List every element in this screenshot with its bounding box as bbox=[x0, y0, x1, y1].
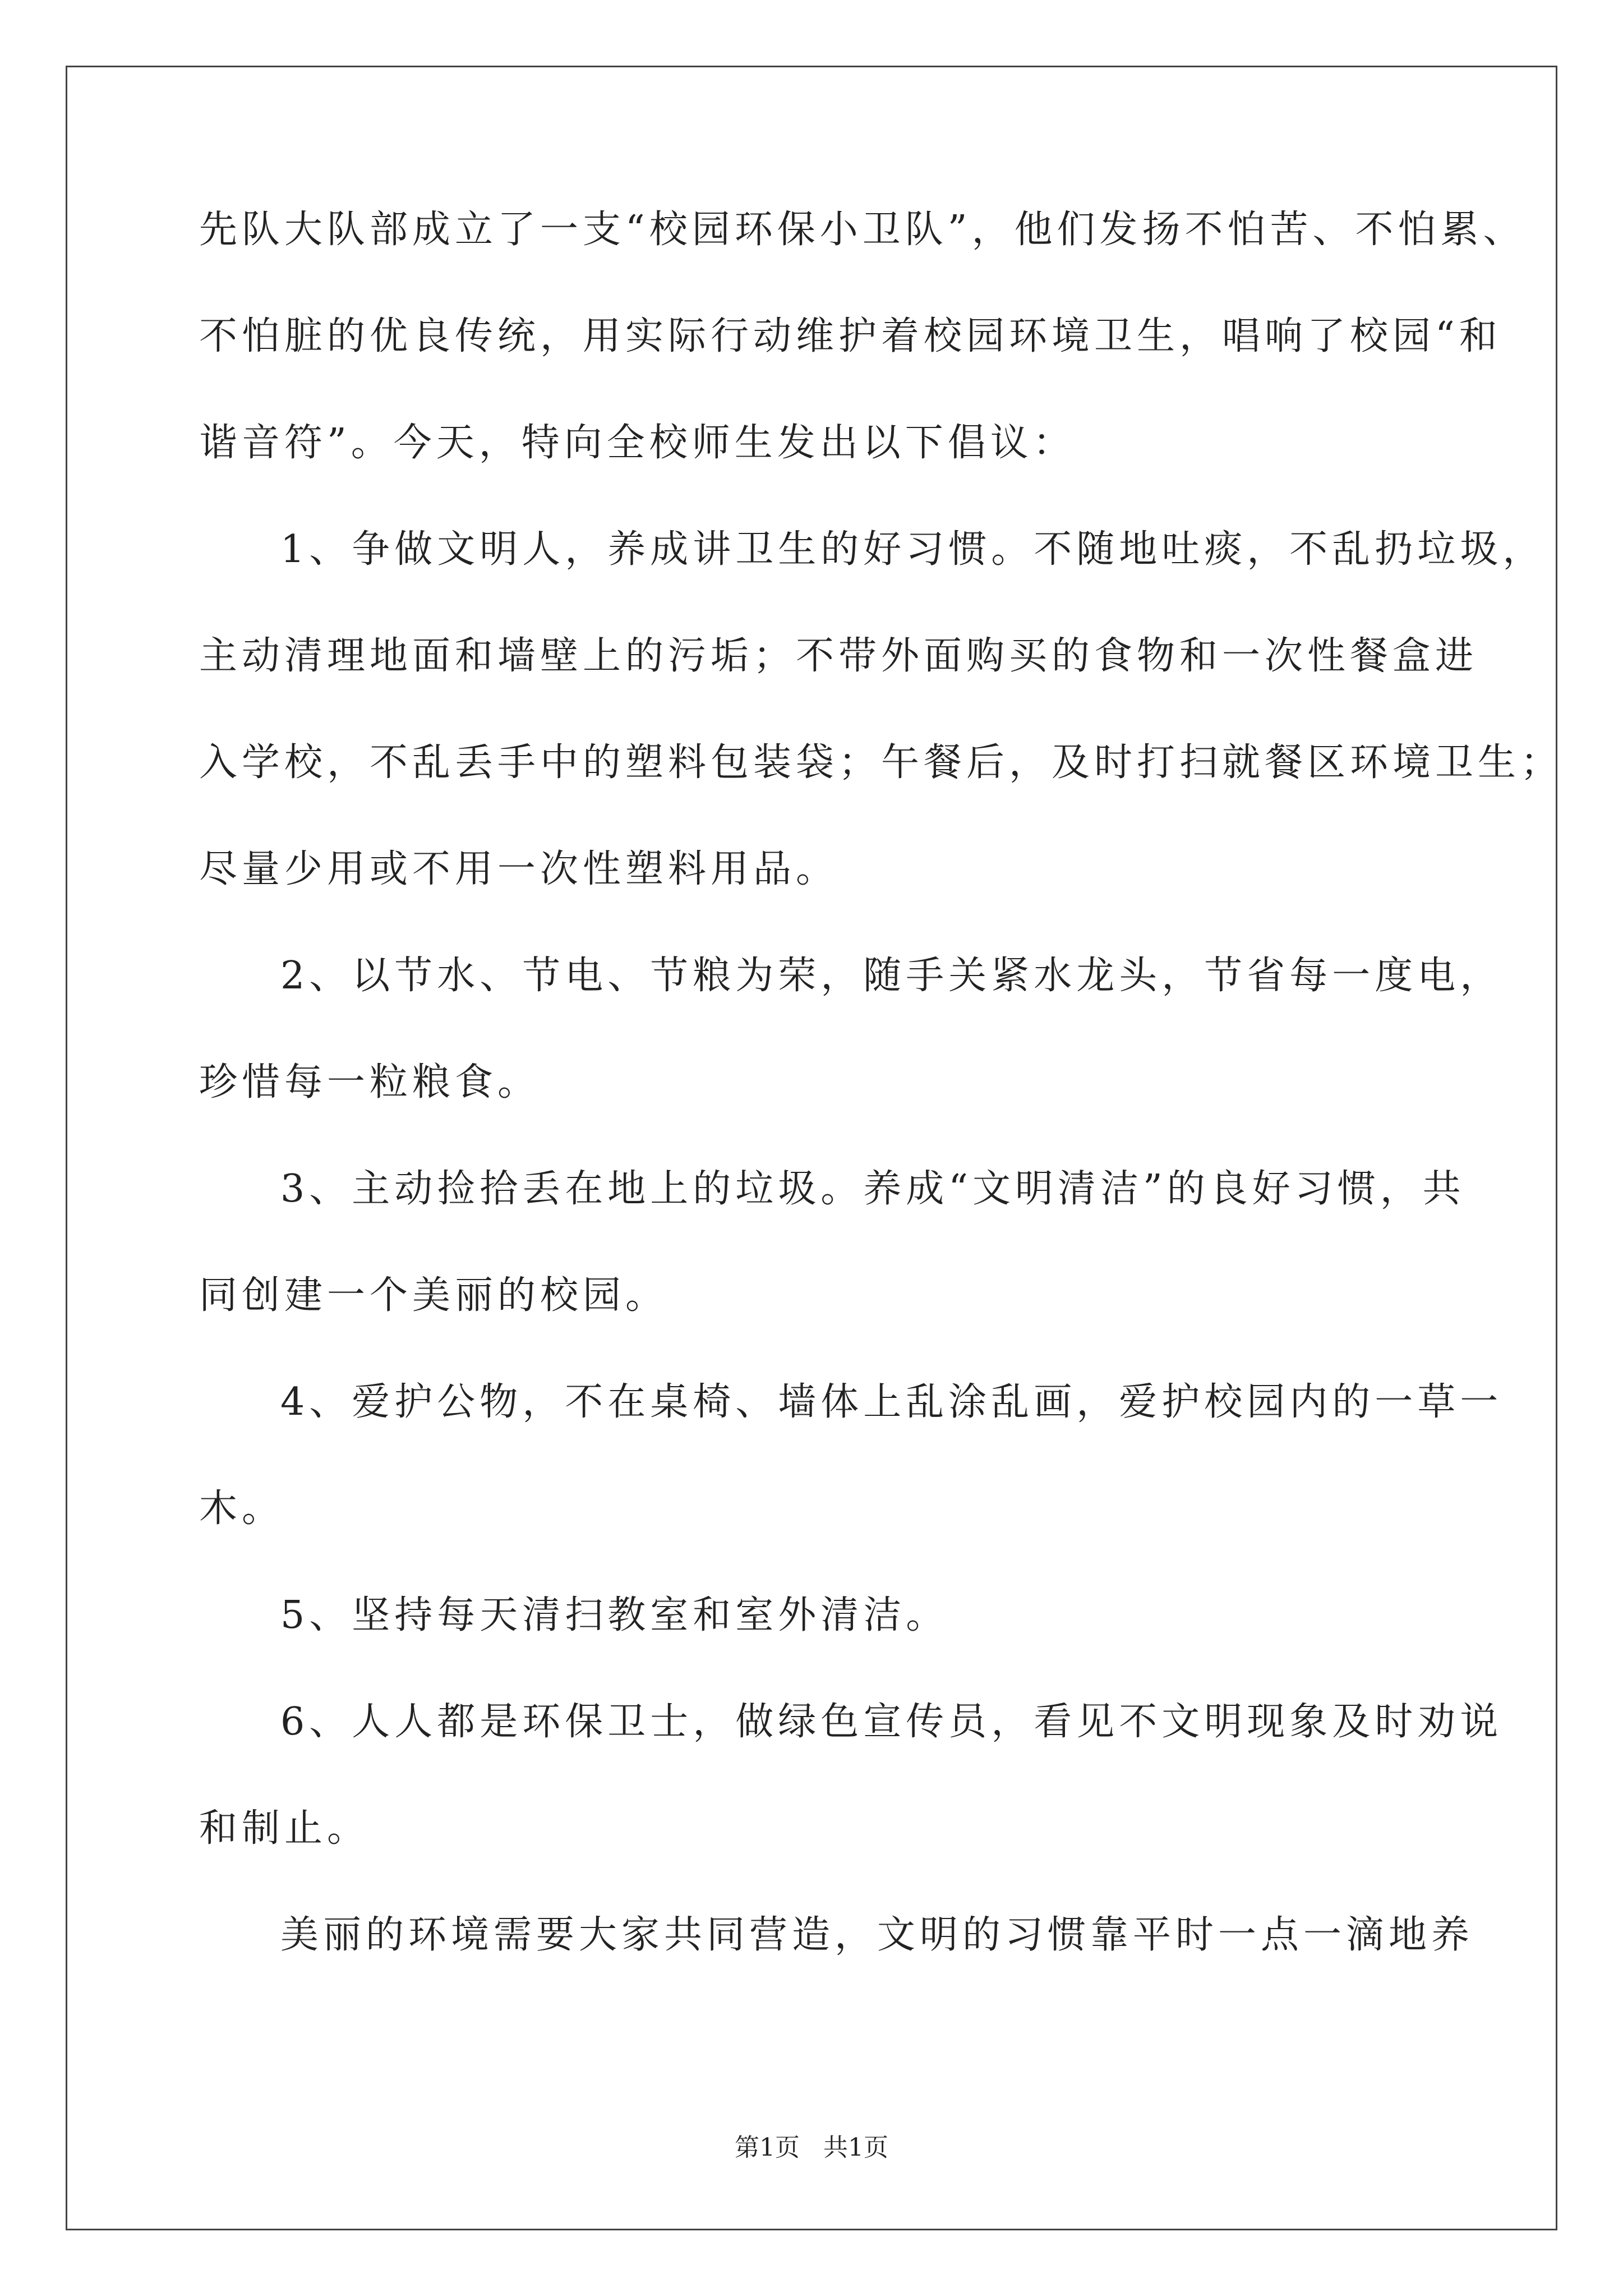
text-line: 4、爱护公物，不在桌椅、墙体上乱涂乱画，爱护校园内的一草一 bbox=[280, 1380, 1503, 1424]
text-line: 5、坚持每天清扫教室和室外清洁。 bbox=[280, 1593, 949, 1637]
page-total: 共1页 bbox=[823, 2133, 888, 2162]
text-line: 同创建一个美丽的校园。 bbox=[199, 1273, 668, 1318]
text-line: 主动清理地面和墙壁上的污垢；不带外面购买的食物和一次性餐盒进 bbox=[199, 634, 1478, 678]
text-line: 尽量少用或不用一次性塑料用品。 bbox=[199, 847, 839, 891]
page-number: 第1页 bbox=[735, 2133, 800, 2162]
text-line: 不怕脏的优良传统，用实际行动维护着校园环境卫生，唱响了校园“和 bbox=[199, 314, 1502, 358]
text-line: 入学校，不乱丢手中的塑料包装袋；午餐后，及时打扫就餐区环境卫生； bbox=[199, 740, 1564, 785]
text-line: 先队大队部成立了一支“校园环保小卫队”，他们发扬不怕苦、不怕累、 bbox=[199, 208, 1526, 252]
page-footer bbox=[0, 2127, 1623, 2163]
text-line: 3、主动捡拾丢在地上的垃圾。养成“文明清洁”的良好习惯，共 bbox=[280, 1167, 1465, 1211]
text-line: 珍惜每一粒粮食。 bbox=[199, 1060, 541, 1105]
text-line: 1、争做文明人，养成讲卫生的好习惯。不随地吐痰，不乱扔垃圾， bbox=[280, 527, 1546, 572]
text-line: 木。 bbox=[199, 1487, 285, 1531]
text-line: 谐音符”。今天，特向全校师生发出以下倡议： bbox=[199, 421, 1076, 465]
text-line: 和制止。 bbox=[199, 1806, 370, 1851]
text-line: 2、以节水、节电、节粮为荣，随手关紧水龙头，节省每一度电， bbox=[280, 954, 1503, 998]
text-line: 6、人人都是环保卫士，做绿色宣传员，看见不文明现象及时劝说 bbox=[280, 1700, 1503, 1744]
text-line: 美丽的环境需要大家共同营造，文明的习惯靠平时一点一滴地养 bbox=[280, 1913, 1474, 1957]
